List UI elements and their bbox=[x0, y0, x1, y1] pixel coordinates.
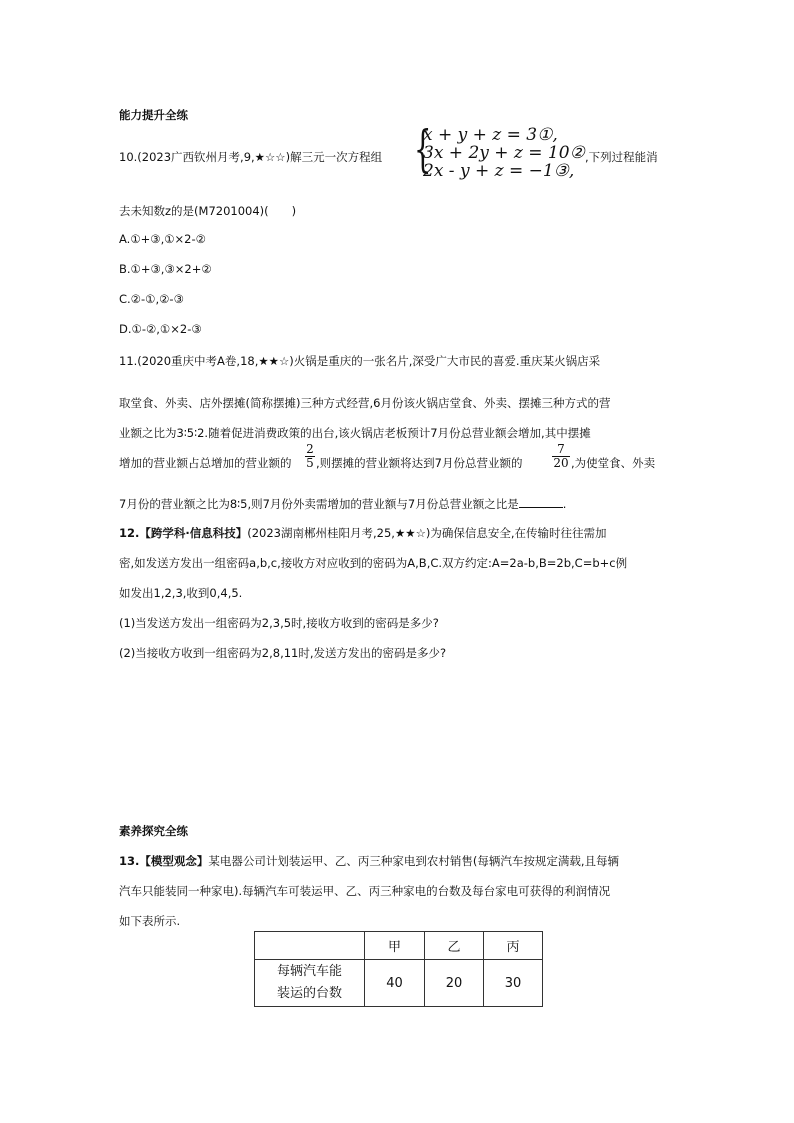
table-header-row bbox=[255, 932, 543, 960]
q12-line1-text: (2023湖南郴州桂阳月考,25,★★☆)为确保信息安全,在传输时往往需加 bbox=[247, 526, 607, 540]
fraction-denominator: 20 bbox=[553, 456, 569, 470]
fraction-denominator: 5 bbox=[306, 456, 314, 470]
q10-line2: 去未知数z的是(M7201004)( ) bbox=[119, 204, 297, 218]
q11-line5-end: . bbox=[562, 497, 567, 511]
q12-line2: 密,如发送方发出一组密码a,b,c,接收方对应收到的密码为A,B,C.双方约定:A=2a-b,B=2b,C=b+c例 bbox=[119, 556, 628, 570]
q11-line4a: 增加的营业额占总增加的营业额的 bbox=[119, 456, 292, 470]
q10-prefix: 10.(2023广西钦州月考,9,★☆☆)解三元一次方程组 bbox=[119, 150, 383, 164]
q13-tag: 13.【模型观念】 bbox=[119, 854, 209, 868]
q10-option-a: A.①+③,①×2-② bbox=[119, 232, 206, 246]
table-header-yi: 乙 bbox=[425, 932, 484, 960]
q10-option-c: C.②-①,②-③ bbox=[119, 292, 184, 306]
q11-line5 bbox=[119, 496, 566, 512]
q12-line3: 如发出1,2,3,收到0,4,5. bbox=[119, 586, 243, 600]
table-row bbox=[255, 960, 543, 1007]
q10-equation-3: 2x - y + z = −1③, bbox=[423, 161, 575, 181]
row-label-line2: 装运的台数 bbox=[276, 986, 342, 1001]
fraction-numerator: 7 bbox=[557, 442, 565, 456]
q10-equation-2: 3x + 2y + z = 10② bbox=[423, 143, 585, 163]
q11-line4c: ,为使堂食、外卖 bbox=[571, 456, 656, 470]
q10-suffix: ,下列过程能消 bbox=[585, 150, 658, 164]
q11-line4b: ,则摆摊的营业额将达到7月份总营业额的 bbox=[316, 456, 523, 470]
q13-line2: 汽车只能装同一种家电).每辆汽车可装运甲、乙、丙三种家电的台数及每台家电可获得的利润情况 bbox=[119, 884, 611, 898]
q12-tag: 12.【跨学科·信息科技】 bbox=[119, 526, 248, 540]
table-row-label bbox=[255, 960, 365, 1007]
section-heading-literacy: 素养探究全练 bbox=[119, 824, 188, 838]
q11-line2: 取堂食、外卖、店外摆摊(简称摆摊)三种方式经营,6月份该火锅店堂食、外卖、摆摊三种方式的营 bbox=[119, 396, 611, 410]
equation-brace: { bbox=[414, 120, 432, 178]
table-cell-bing: 30 bbox=[484, 960, 543, 1007]
q13-line1-text: 某电器公司计划装运甲、乙、丙三种家电到农村销售(每辆汽车按规定满载,且每辆 bbox=[208, 854, 620, 868]
q11-line3: 业额之比为3∶5∶2.随着促进消费政策的出台,该火锅店老板预计7月份总营业额会增加,其中摆摊 bbox=[119, 426, 591, 440]
table-header-empty bbox=[255, 932, 365, 960]
q11-line5-text: 7月份的营业额之比为8∶5,则7月份外卖需增加的营业额与7月份总营业额之比是 bbox=[119, 497, 519, 511]
q13-line3: 如下表所示. bbox=[119, 914, 181, 928]
q10-option-b: B.①+③,③×2+② bbox=[119, 262, 212, 276]
q12-line1 bbox=[119, 525, 607, 541]
q12-sub2: (2)当接收方收到一组密码为2,8,11时,发送方发出的密码是多少? bbox=[119, 646, 447, 660]
section-heading-ability: 能力提升全练 bbox=[119, 108, 188, 122]
q11-line1: 11.(2020重庆中考A卷,18,★★☆)火锅是重庆的一张名片,深受广大市民的喜爱.重庆某火锅店采 bbox=[119, 354, 601, 368]
fraction-seven-twentieths bbox=[551, 443, 571, 470]
q10-option-d: D.①-②,①×2-③ bbox=[119, 322, 202, 336]
fraction-two-fifths bbox=[304, 443, 316, 470]
row-label-line1: 每辆汽车能 bbox=[276, 964, 342, 979]
table-header-bing: 丙 bbox=[484, 932, 543, 960]
q10-equation-1: x + y + z = 3①, bbox=[423, 125, 558, 145]
table-cell-yi: 20 bbox=[425, 960, 484, 1007]
q13-table bbox=[254, 931, 543, 1007]
q13-line1 bbox=[119, 853, 619, 869]
table-cell-jia: 40 bbox=[365, 960, 425, 1007]
fraction-numerator: 2 bbox=[306, 442, 314, 456]
q12-sub1: (1)当发送方发出一组密码为2,3,5时,接收方收到的密码是多少? bbox=[119, 616, 439, 630]
answer-blank[interactable] bbox=[519, 497, 563, 508]
table-header-jia: 甲 bbox=[365, 932, 425, 960]
